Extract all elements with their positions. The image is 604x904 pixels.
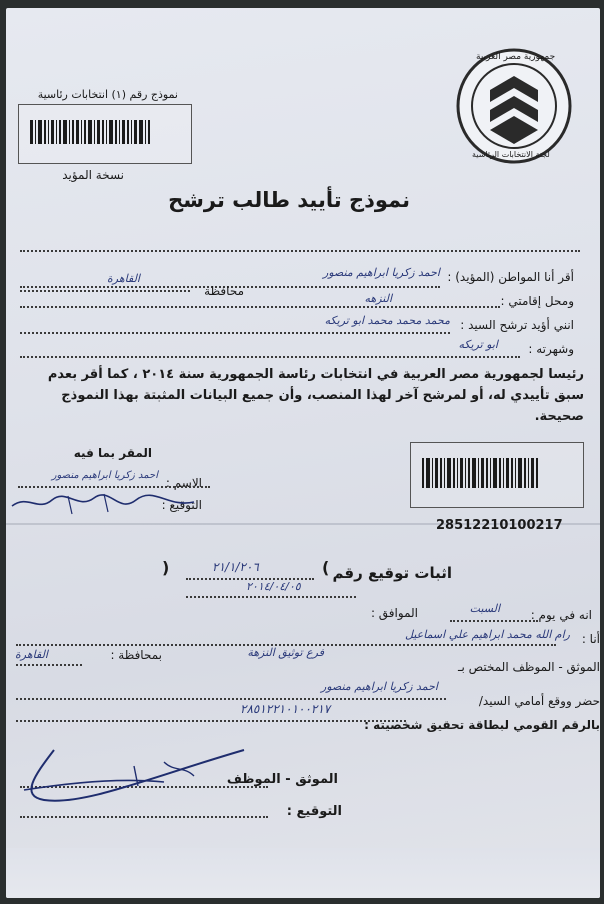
national-id-line bbox=[16, 720, 406, 722]
residence-value: النزهه bbox=[364, 292, 392, 305]
form-number: نموذج رقم (١) انتخابات رئاسية bbox=[37, 88, 178, 101]
signatory-heading: المقر بما فيه bbox=[73, 446, 152, 460]
serial-barcode bbox=[422, 458, 572, 488]
signatory-signature-label: التوقيع : bbox=[161, 498, 202, 512]
day-label: انه في يوم : bbox=[530, 608, 592, 622]
attended-label: حضر ووقع أمامي السيد/ bbox=[478, 694, 600, 708]
blank-line bbox=[20, 250, 580, 252]
date-line bbox=[186, 596, 356, 598]
verification-title: اثبات توقيع رقم bbox=[332, 564, 452, 582]
attended-value: احمد زكريا ابراهيم منصور bbox=[321, 680, 438, 693]
candidate-name: محمد محمد محمد ابو تريكه bbox=[324, 314, 450, 327]
citizen-label: أقر أنا المواطن (المؤيد) : bbox=[447, 270, 574, 284]
support-label: انني أؤيد ترشح السيد : bbox=[460, 318, 574, 332]
national-id-value: ٢٨٥١٢٢١٠١٠٠٢١٧ bbox=[240, 702, 331, 716]
verification-close-paren: ) bbox=[162, 558, 170, 577]
commission-logo bbox=[454, 46, 574, 166]
day-value: السبت bbox=[469, 602, 500, 615]
logo-top-text: جمهورية مصر العربية bbox=[476, 52, 556, 62]
gov-value: القاهرة bbox=[15, 648, 48, 661]
residence-label: ومحل إقامتي : bbox=[500, 294, 574, 308]
gov-line bbox=[16, 664, 82, 666]
office-value: فرع توثيق النزهة bbox=[247, 646, 324, 659]
signatory-signature bbox=[8, 486, 198, 520]
top-barcode bbox=[30, 120, 180, 144]
notary-label: الموثق - الموظف bbox=[226, 772, 338, 787]
nickname-line bbox=[20, 356, 520, 358]
national-id-label: بالرقم القومي لبطاقة تحقيق شخصيته : bbox=[364, 718, 600, 732]
nickname-value: ابو تريكه bbox=[458, 338, 498, 351]
form-title: نموذج تأييد طالب ترشح bbox=[168, 188, 410, 212]
gov-label: بمحافظة : bbox=[110, 648, 162, 662]
date-label: الموافق : bbox=[370, 606, 418, 620]
day-line bbox=[450, 620, 538, 622]
logo-bottom-text: لجنة الانتخابات الرئاسية bbox=[472, 150, 550, 159]
residence-line bbox=[20, 306, 500, 308]
attended-line bbox=[16, 698, 446, 700]
notary-signature-line bbox=[20, 816, 268, 818]
bottom-edge bbox=[6, 848, 600, 898]
document-page bbox=[6, 8, 600, 898]
signatory-name-label: الاسم : bbox=[165, 476, 202, 490]
notary-name: رام الله محمد ابراهيم علي اسماعيل bbox=[405, 628, 570, 641]
office-label: الموثق - الموظف المختص بـ bbox=[457, 660, 600, 674]
citizen-name: احمد زكريا ابراهيم منصور bbox=[323, 266, 440, 279]
governorate-label: محافظة bbox=[204, 284, 244, 298]
notary-signature-label: التوقيع : bbox=[286, 804, 342, 819]
verification-number: ٢١/١/٢٠٦ bbox=[212, 560, 259, 574]
verification-open-paren: ( bbox=[322, 558, 330, 577]
me-label: أنا : bbox=[581, 632, 600, 646]
declaration-statement: رئيسا لجمهورية مصر العربية في انتخابات رئاسة الجمهورية سنة ٢٠١٤ ، كما أقر بعدم سبق تأييدي له، أو لمرشح آخر لهذا المنصب، وأن جميع البيانات المثبتة بهذا النموذج صحيحة. bbox=[47, 367, 584, 424]
candidate-line bbox=[20, 332, 450, 334]
date-value: ٢٠١٤/٠٤/٠٥ bbox=[246, 580, 301, 593]
notary-signature bbox=[14, 736, 254, 816]
copy-label: نسخة المؤيد bbox=[62, 168, 124, 182]
nickname-label: وشهرته : bbox=[528, 342, 574, 356]
governorate-line bbox=[20, 290, 190, 292]
signatory-name: احمد زكريا ابراهيم منصور bbox=[51, 470, 158, 481]
governorate-value: القاهرة bbox=[107, 272, 140, 285]
serial-number: 28512210100217 bbox=[436, 518, 563, 533]
